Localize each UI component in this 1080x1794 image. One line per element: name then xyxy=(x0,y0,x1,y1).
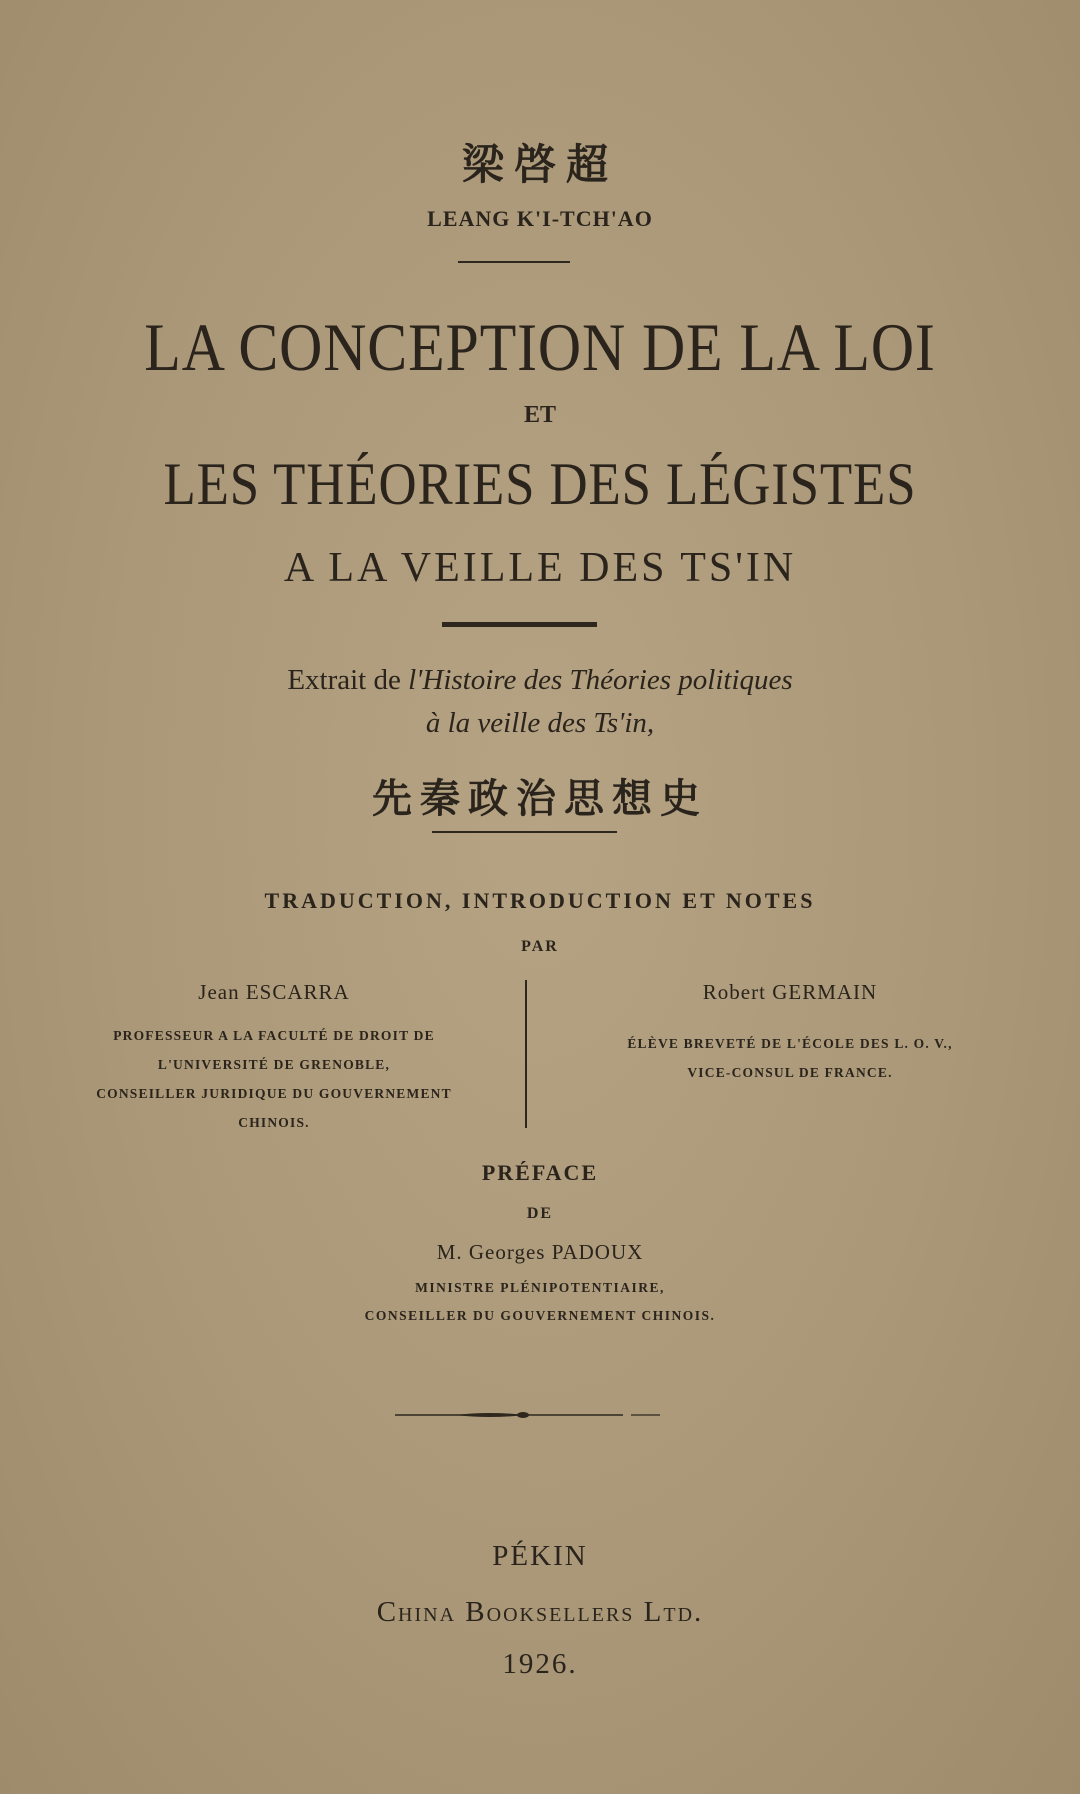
author-chinese-name: 梁啓超 xyxy=(461,140,618,189)
translator-left-line4: CHINOIS. xyxy=(238,1115,310,1130)
extract-prefix: Extrait de xyxy=(287,664,409,696)
translator-left-line1: PROFESSEUR A LA FACULTÉ DE DROIT DE xyxy=(113,1028,435,1043)
title-line-3: A LA VEILLE DES TS'IN xyxy=(283,545,797,591)
preface-author-title-1: MINISTRE PLÉNIPOTENTIAIRE, xyxy=(415,1280,665,1295)
divider-rule-thick xyxy=(442,622,597,627)
publication-year: 1926. xyxy=(502,1648,578,1680)
preface-author-title-2: CONSEILLER DU GOUVERNEMENT CHINOIS. xyxy=(364,1308,716,1323)
column-divider xyxy=(525,980,527,1128)
translator-right-name: Robert GERMAIN xyxy=(702,980,878,1004)
publisher-name: China Booksellers Ltd. xyxy=(376,1596,704,1628)
translation-heading: TRADUCTION, INTRODUCTION ET NOTES xyxy=(264,888,816,913)
extract-line-2: à la veille des Ts'in, xyxy=(425,707,655,739)
author-name: LEANG K'I-TCH'AO xyxy=(427,206,653,231)
divider-rule xyxy=(458,261,570,263)
translator-right xyxy=(540,980,1040,1087)
ornament-rule xyxy=(395,1408,660,1422)
par-label: PAR xyxy=(521,938,559,955)
title-conjunction: ET xyxy=(523,402,556,428)
chinese-book-title: 先秦政治思想史 xyxy=(372,775,708,822)
title-line-1: LA CONCEPTION DE LA LOI xyxy=(144,309,936,385)
publication-city: PÉKIN xyxy=(492,1540,588,1572)
translator-left-name: Jean ESCARRA xyxy=(198,980,350,1004)
translator-right-line2: VICE-CONSUL DE FRANCE. xyxy=(687,1065,893,1080)
divider-rule xyxy=(432,831,617,833)
title-line-2: LES THÉORIES DES LÉGISTES xyxy=(163,451,917,517)
translator-left-line2: L'UNIVERSITÉ DE GRENOBLE, xyxy=(157,1057,391,1072)
preface-author: M. Georges PADOUX xyxy=(436,1240,644,1264)
de-label: DE xyxy=(526,1205,554,1222)
translator-left-line3: CONSEILLER JURIDIQUE DU GOUVERNEMENT xyxy=(96,1086,452,1101)
preface-heading: PRÉFACE xyxy=(481,1160,599,1185)
translator-right-line1: ÉLÈVE BREVETÉ DE L'ÉCOLE DES L. O. V., xyxy=(627,1036,953,1051)
translator-left xyxy=(78,980,470,1137)
extract-line-1 xyxy=(0,664,1080,697)
extract-italic-title: l'Histoire des Théories politiques xyxy=(408,664,793,696)
